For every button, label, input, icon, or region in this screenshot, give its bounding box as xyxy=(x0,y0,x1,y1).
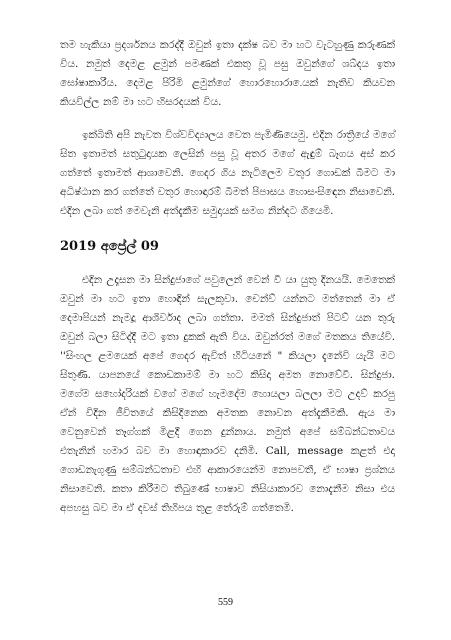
paragraph-gap xyxy=(60,112,395,126)
section-gap xyxy=(60,221,395,237)
page-number: 559 xyxy=(218,597,233,608)
heading-gap xyxy=(60,257,395,271)
paragraph-3: එදින උදෑසන මා සින්දුජාගේ පවුලෙන් වෙන් වී යා යුතු දිනයයි. මෙතෙක් ඔවුන් මා හට ඉතා හොඳින් සැලකුවා. චෙන්ව් යන්නට මත්තෙන් මා ඒ දෙමාපියන් නැමදූ ආශිර්වාද ලබා ගත්තා. මමත් සින්දුජාත් පිටව් යන තුරු ඔවුන් බලා සිටිද්දී මට ඉතා දුකක් ඇති විය. ඔවුන්රත් මගේ මතකය තියේවි. ''සිංහල ළමයෙක් අපේ ගෙදර ඇවිත් හිටියනේ " කියලා දැනේවි යැයි මට සිතුණි. යාපනයේ කොඩකාමම් මා හට කිසිදා අමත නොවේවී. සින්දුජා. මගේම සහෝදරියක් වගේ මගේ හැමදේම හොයලා බලලා මට උදව් කරපු ඒන් විදින ජීවිතයේ කිසිදිනෙක අමතක නොවන අත්දැකීමකි. ඇය මා වෙනුවෙන් තෑග්ගක් මිළදී ගෙන දුන්නාය. නමුත් අපේ සම්බන්ධතාවය එතැනින් හමාර බව මා හොඳාකාරව දනිමි. Call, message කළත් එදා ගොඩනැගුණු සම්බන්ධතාව එහි ආකාරයෙන්ම නොපවතී, ඒ භාෂා ප්‍රශ්නය නිසාවෙනි. කතා කිරීමට තිබුණේ භාෂාව නිසියාකාරව නොදැනීම නිසා එය අපහසු බව මා ඒ දවස් තිහිපය තුළ තේරුම් ගත්තෙමි. xyxy=(60,274,395,514)
paragraph-2: ඉක්බිති අපි නැවත විශ්වවිද්‍යාලය වෙත පැමිණියෙමු. එදින රාත්‍රියේ මගේ සිත ඉතාමත් සතුටුදායක ලෙසින් පසු වූ අතර මගේ ඇඳුම් බෑගය අස් කර ගත්තේ ඉතාමත් ආශාවෙනි. ගෙදර ගිය නැටිලෙම වතුර ගොඩක් බීමට මා අධිෂ්ඨාන කර ගත්තේ වතුර හොඳාරම් බීමත් පිපාසය හොසංසිඳෙන නිසාවෙනි. එදින ලබා ගත් මෙවැනි අත්දැකීම සමුදායක් සමග නින්දට ගියෙමි. xyxy=(60,129,395,217)
paragraph-1: තම හැකියා ප්‍රදර්ශනය කරද්දී ඔවුන් ඉතා දක්ෂ බව මා හට වැටහුණු කරුණක් විය. නමුත් දෙමළ ළමුන් පමණක් එකතු වූ පසු ඔවුන්ගේ ශබ්දය ඉතා ඝෝෂාකාරීය. දෙමළ පිරිමි ළමුන්ගේ හොරහොරා.ෙයක් නැතිව කියවන කියවිල්ල නම් මා හට හිසරදයක් විය. xyxy=(60,39,395,108)
document-page xyxy=(60,36,395,518)
date-heading: 2019 අප්‍රේල් 09 xyxy=(60,239,159,254)
